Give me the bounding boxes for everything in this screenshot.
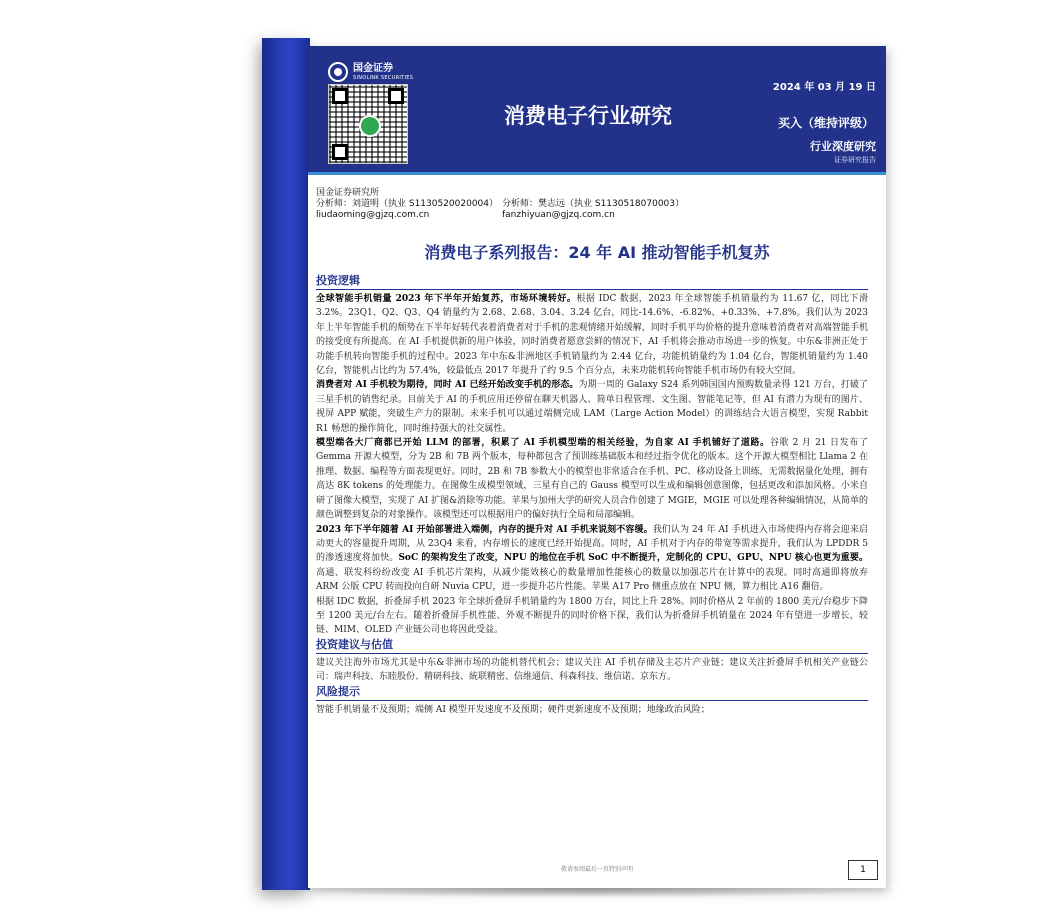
analyst-block <box>316 188 685 221</box>
paragraph-5-text: 高通、联发科纷纷改变 AI 手机芯片架构，从减少能效核心的数量增加性能核心的数量以加强芯片在计算中的表现。同时高通即将放弃 ARM 公版 CPU 转而投向自研 Nuvia CPU，进一步提升芯片性能。苹果 A17 Pro 侧重点放在 NPU 侧，算力相比 A16 翻倍。 <box>316 567 868 593</box>
qr-code-icon <box>328 84 408 164</box>
institute-name: 国金证券研究所 <box>316 188 380 198</box>
company-logo <box>328 62 413 82</box>
footer-note: 敬请参阅最后一页特别声明 <box>560 866 633 873</box>
advice-text: 建议关注海外市场尤其是中东&非洲市场的功能机替代机会；建议关注 AI 手机存储及主芯片产业链；建议关注折叠屏手机相关产业链公司：瑞声科技、东睦股份、精研科技、統联精密、信维通信、科森科技、维信诺、京东方。 <box>316 657 868 683</box>
report-title: 消费电子系列报告：24 年 AI 推动智能手机复苏 <box>424 243 770 262</box>
report-body <box>316 274 868 717</box>
paragraph-1-lead: 全球智能手机销量 2023 年下半年开始复苏，市场环境转好。 <box>316 294 577 304</box>
paragraph-2-lead: 消费者对 AI 手机较为期待，同时 AI 已经开始改变手机的形态。 <box>316 380 579 391</box>
paragraph-3 <box>316 436 868 522</box>
logo-icon <box>328 62 348 82</box>
paragraph-4-lead: 2023 年下半年随着 AI 开始部署进入端侧，内存的提升对 AI 手机来说刻不容缓。 <box>316 524 653 535</box>
logo-en-text: SINOLINK SECURITIES <box>353 74 414 81</box>
analyst-2: 分析师：樊志远（执业 S1130518070003） <box>502 199 685 209</box>
section-heading-logic: 投资逻辑 <box>316 274 868 290</box>
wechat-icon <box>359 115 381 137</box>
paragraph-4-text: 我们认为 24 年 AI 手机进入市场使得内存将会迎来启动更大的容量提升周期，从 23Q4 来看，内存增长的速度已经开始提高。同时，AI 手机对于内存的带宽等需求提升，我们认为 LPDDR 5 的渗透速度将加快。 <box>316 524 868 564</box>
paragraph-3-lead: 模型端各大厂商都已开始 LLM 的部署，积累了 AI 手机模型端的相关经验，为自家 AI 手机铺好了道路。 <box>316 438 770 449</box>
analyst-1: 分析师：刘道明（执业 S1130520020004） <box>316 199 499 209</box>
logo-cn-text: 国金证券 <box>353 62 393 74</box>
report-date: 2024 年 03 月 19 日 <box>772 82 876 93</box>
page-number: 1 <box>848 860 878 880</box>
rating-label: 买入（维持评级） <box>777 116 874 130</box>
section-heading-advice: 投资建议与估值 <box>316 638 868 654</box>
industry-title: 消费电子行业研究 <box>504 104 672 128</box>
paragraph-3-text: 谷歌 2 月 21 日发布了 Gemma 开源大模型，分为 2B 和 7B 两个版本，每种都包含了预训练基础版本和经过指令优化的版本。这个开源大模型相比 Llama 2 在推理、数据、编程等方面表现更好。同时，2B 和 7B 参数大小的模型也非常适合在手机、PC、移动设备上训练，无需数据量化处理，拥有高达 8K tokens 的处理能力。在图像生成模型领域，三星有自己的 Gauss 模型可以生成和编辑创意图像，包括更改和添加风格。小米自研了图像大模型，实现了 AI 扩图&消除等功能。苹果与加州大学的研究人员合作创建了 MGIE，MGIE 可以处理各种编辑情况，从简单的颜色调整到复杂的对象操作。该模型还可以根据用户的偏好执行全局和局部编辑。 <box>316 438 868 521</box>
paragraph-1 <box>316 292 868 378</box>
book-spine <box>262 38 310 890</box>
paragraph-1-text: 根据 IDC 数据，2023 年全球智能手机销量约为 11.67 亿，同比下滑 3.2%。23Q1、Q2、Q3、Q4 销量约为 2.68、2.68、3.04、3.24 亿台，同比-14.6%、-6.82%、+0.33%、+7.8%。我们认为 2023 年上半年智能手机的颓势在下半年好转代表着消费者对于手机的悲观情绪开始缓解，同时手机平均价格的提升意味着消费者对高端智能手机的接受度有所提高。在 AI 手机提供新的用户体验，同时消费者愿意尝鲜的情况下，AI 手机将会推动市场进一步的恢复。中东&非洲正处于功能手机转向智能手机的过程中。2023 年中东&非洲地区手机销量约为 2.44 亿台，功能机销量约为 1.04 亿台，智能机销量约为 1.40 亿台，智能机占比约为 57.4%，较最低点 2017 年提升了约 9.5 个百分点，未来功能机转向智能手机市场仍有较大空间。 <box>316 294 868 377</box>
report-tag: 证券研究报告 <box>834 156 876 164</box>
paragraph-5-lead: SoC 的架构发生了改变，NPU 的地位在手机 SoC 中不断提升，定制化的 CPU、GPU、NPU 核心也更为重要。 <box>398 553 868 564</box>
report-type: 行业深度研究 <box>810 140 876 153</box>
paragraph-6: 根据 IDC 数据，折叠屏手机 2023 年全球折叠屏手机销量约为 1800 万台，同比上升 28%。同时价格从 2 年前的 1800 美元/台稳步下降至 1200 美元/台左右。随着折叠屏手机性能、外观不断提升的同时价格下探，我们认为折叠屏手机销量在 2024 年有望进一步增长，较链、MIM、OLED 产业链公司也将因此受益。 <box>316 596 868 636</box>
paragraph-2-text: 为期一周的 Galaxy S24 系列韩国国内预购数量录得 121 万台，打破了三星手机的销售纪录。目前关于 AI 的手机应用还停留在聊天机器人、简单日程管理、文生图、智能笔记等，但 AI 有潜力为现有的图片、视屏 APP 赋能，突破生产力的限制。未来手机可以通过端侧完成 LAM（Large Action Model）的训练结合大语言模型，实现 Rabbit R1 畅想的操作简化，同时维持强大的社交属性。 <box>316 380 869 434</box>
paragraph-4 <box>316 523 868 595</box>
analyst-1-email[interactable]: liudaoming@gjzq.com.cn <box>316 210 430 220</box>
report-page <box>308 46 886 888</box>
report-header <box>308 46 886 172</box>
section-heading-risk: 风险提示 <box>316 685 868 701</box>
risk-text: 智能手机销量不及预期；端侧 AI 模型开发速度不及预期；硬件更新速度不及预期；地缘政治风险； <box>316 704 710 715</box>
header-divider <box>308 172 886 175</box>
analyst-2-email[interactable]: fanzhiyuan@gjzq.com.cn <box>502 210 615 220</box>
paragraph-2 <box>316 378 868 436</box>
